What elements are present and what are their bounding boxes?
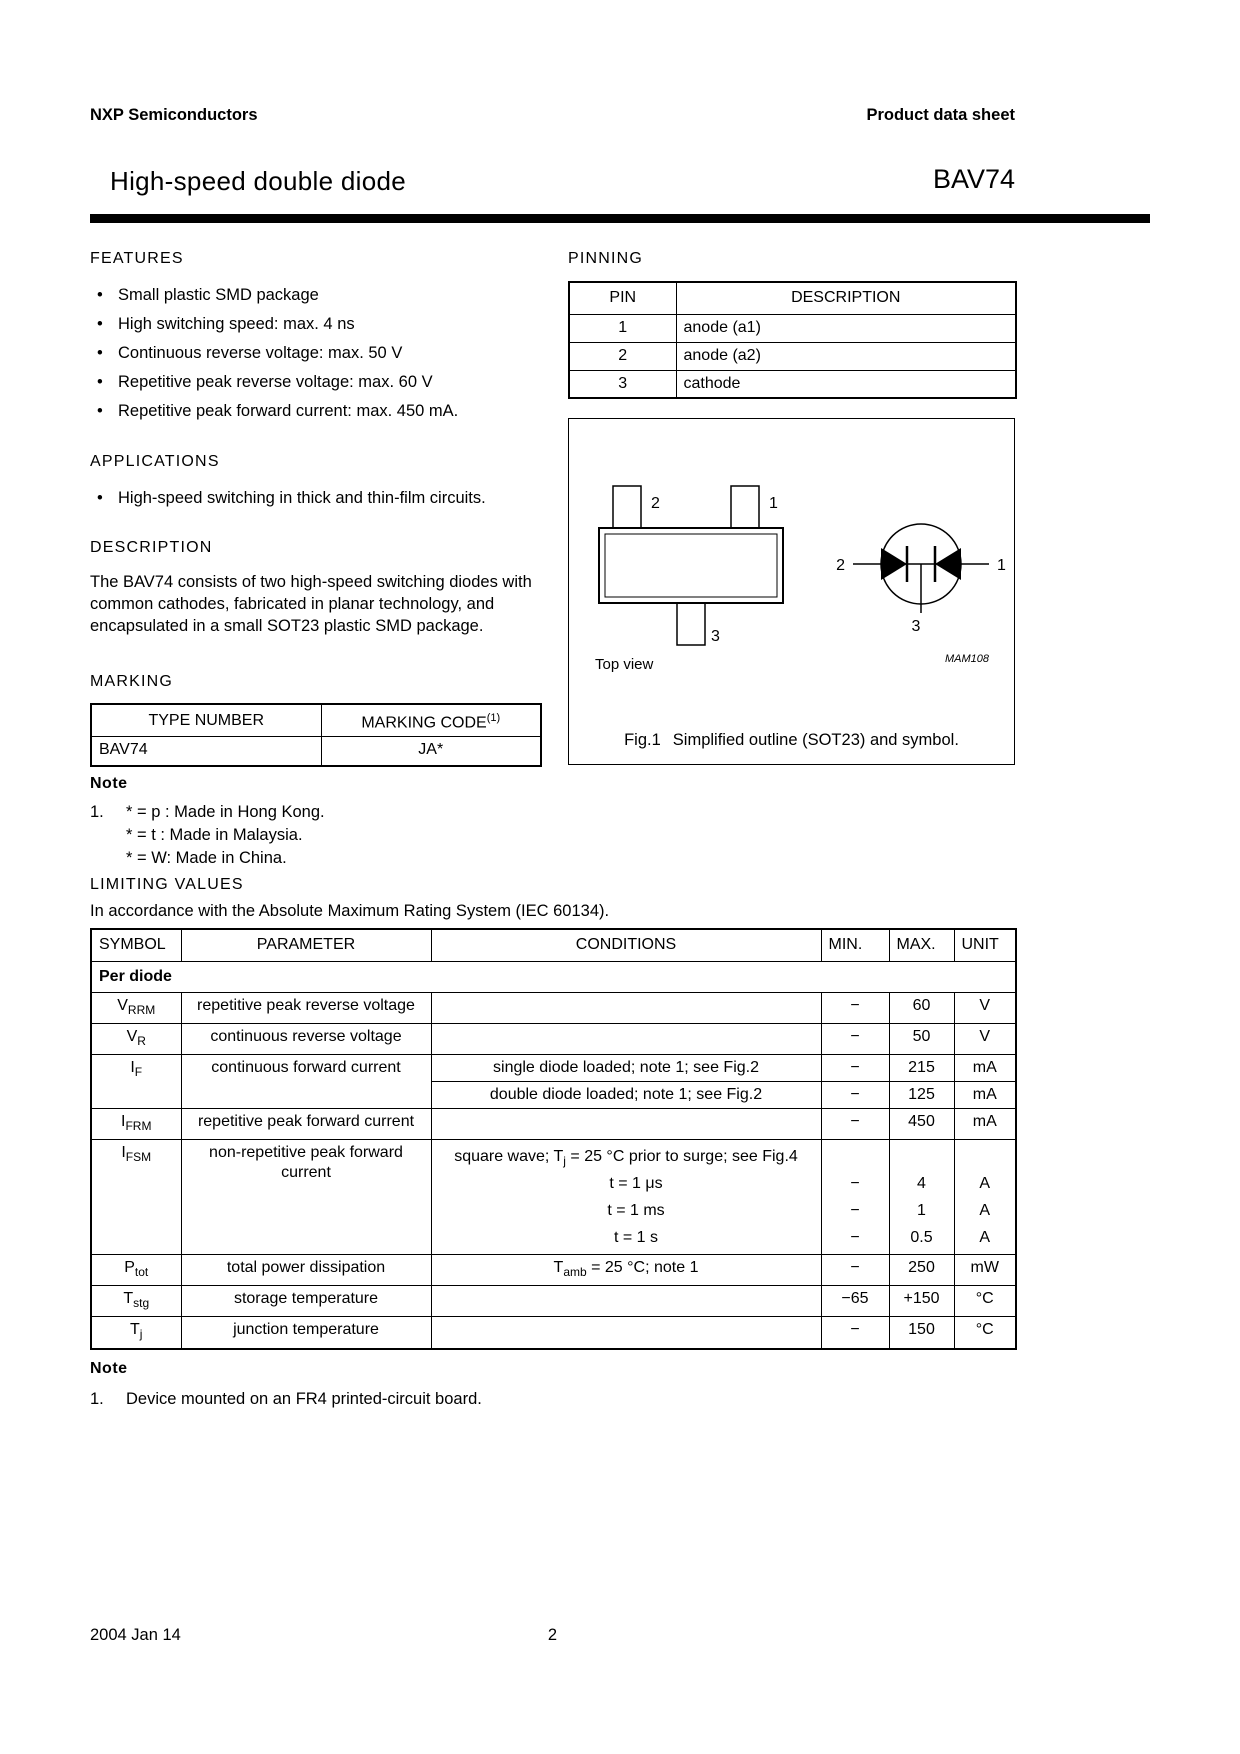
bottom-note (90, 1388, 690, 1411)
symbol-pin-label: 1 (997, 557, 1006, 574)
outline-pin-label: 2 (651, 495, 660, 512)
description-heading: DESCRIPTION (90, 539, 213, 556)
min-cell: − (821, 1255, 889, 1286)
max-cell: 50 (889, 1023, 954, 1054)
package-body-inner-outline (605, 534, 777, 597)
marking-heading: MARKING (90, 673, 174, 690)
max-line: 4 (917, 1175, 926, 1193)
marking-row (91, 737, 541, 766)
limiting-row-ptot (91, 1255, 1016, 1286)
symbol-sub: FRM (125, 1119, 152, 1134)
condition-text: square wave; T (454, 1148, 564, 1166)
max-cell: +150 (889, 1286, 954, 1317)
application-item: • High-speed switching in thick and thin-film circuits. (90, 484, 570, 513)
description-header: DESCRIPTION (676, 282, 1016, 314)
figure-box (568, 418, 1015, 765)
limiting-row-vrrm (91, 992, 1016, 1023)
symbol-base: I (121, 1144, 126, 1162)
pinning-header-row (569, 282, 1016, 314)
limiting-row-tstg (91, 1286, 1016, 1317)
limiting-row-ifsm (91, 1140, 1016, 1255)
condition-line (439, 1143, 814, 1170)
limiting-row-if (91, 1054, 1016, 1081)
condition-sub: j (563, 1154, 566, 1169)
note-lines (126, 801, 325, 870)
symbol-cell (91, 1140, 181, 1255)
note-line: * = W: Made in China. (126, 849, 287, 867)
pin-cell: 3 (569, 370, 676, 398)
symbol-sub: j (139, 1327, 143, 1342)
conditions-cell (431, 1023, 821, 1054)
doc-type-label: Product data sheet (866, 106, 1015, 124)
condition-line: t = 1 μs (609, 1175, 663, 1193)
feature-item: • Repetitive peak forward current: max. 450 mA. (90, 397, 560, 426)
marking-note-heading: Note (90, 775, 128, 792)
description-paragraph: The BAV74 consists of two high-speed switching diodes with common cathodes, fabricated in planar technology, and encapsulated in a small SOT23 plastic SMD package. (90, 573, 532, 635)
footer-page-number: 2 (547, 1626, 558, 1644)
marking-code-header (321, 704, 541, 737)
symbol-base: V (117, 996, 128, 1014)
note-number: 1. (90, 803, 104, 821)
figure-caption-text: Simplified outline (SOT23) and symbol. (672, 731, 959, 749)
symbol-cell (91, 1286, 181, 1317)
pin-header: PIN (569, 282, 676, 314)
conditions-cell (431, 1108, 821, 1139)
type-number-cell: BAV74 (91, 737, 321, 766)
max-line (897, 1143, 947, 1170)
symbol-cell (91, 1023, 181, 1054)
min-header: MIN. (821, 929, 889, 961)
symbol-pin-label: 2 (836, 557, 845, 574)
min-cell: − (821, 992, 889, 1023)
parameter-cell: continuous forward current (181, 1054, 431, 1108)
max-cell: 450 (889, 1108, 954, 1139)
page-title: High-speed double diode (110, 166, 407, 196)
top-view-label: Top view (595, 656, 654, 673)
title-rule (90, 214, 1150, 223)
parameter-cell: continuous reverse voltage (181, 1023, 431, 1054)
group-row (91, 961, 1016, 992)
diode-triangle-right (935, 548, 961, 580)
features-heading: FEATURES (90, 250, 184, 267)
symbol-base: T (130, 1321, 140, 1339)
figure-caption-label: Fig.1 (624, 731, 661, 749)
conditions-cell (431, 1255, 821, 1286)
limiting-row-vr (91, 1023, 1016, 1054)
condition-line: t = 1 s (613, 1229, 659, 1247)
pin-cell: 1 (569, 314, 676, 342)
type-number-header: TYPE NUMBER (91, 704, 321, 737)
limiting-values-table (90, 928, 1017, 1350)
unit-line: A (979, 1175, 991, 1193)
feature-item: • Small plastic SMD package (90, 281, 560, 310)
conditions-cell (431, 1140, 821, 1255)
max-header: MAX. (889, 929, 954, 961)
max-cell: 60 (889, 992, 954, 1023)
pinning-table (568, 281, 1017, 399)
pin-cell: 2 (569, 342, 676, 370)
parameter-cell: non-repetitive peak forward current (181, 1140, 431, 1255)
limiting-row-ifrm (91, 1108, 1016, 1139)
min-line: − (850, 1229, 860, 1247)
outline-pin-label: 1 (769, 495, 778, 512)
limiting-values-intro: In accordance with the Absolute Maximum Rating System (IEC 60134). (90, 902, 610, 920)
pin-description-cell: anode (a2) (676, 342, 1016, 370)
symbol-cell (91, 1108, 181, 1139)
min-cell (821, 1140, 889, 1255)
marking-code-cell: JA* (321, 737, 541, 766)
condition-sub: amb (563, 1265, 587, 1280)
symbol-base: T (123, 1290, 134, 1308)
pin-description-cell: anode (a1) (676, 314, 1016, 342)
drawing-code: MAM108 (945, 653, 990, 665)
sot23-outline-and-symbol-drawing (569, 419, 1013, 719)
unit-cell: mA (954, 1054, 1016, 1081)
max-cell: 150 (889, 1317, 954, 1349)
marking-code-header-label: MARKING CODE (361, 714, 487, 732)
min-cell: − (821, 1081, 889, 1108)
note-line: * = t : Made in Malaysia. (126, 826, 303, 844)
unit-header: UNIT (954, 929, 1016, 961)
marking-header-row (91, 704, 541, 737)
diode-triangle-left (881, 548, 907, 580)
unit-line: A (979, 1229, 991, 1247)
symbol-sub: tot (134, 1265, 149, 1280)
figure-caption (569, 731, 1014, 750)
parameter-cell: junction temperature (181, 1317, 431, 1349)
pinning-row (569, 342, 1016, 370)
symbol-base: V (126, 1027, 138, 1045)
package-lead-1 (731, 486, 759, 528)
symbol-sub: FSM (125, 1150, 152, 1165)
parameter-cell: repetitive peak forward current (181, 1108, 431, 1139)
pinning-row (569, 314, 1016, 342)
limiting-header-row (91, 929, 1016, 961)
conditions-cell: double diode loaded; note 1; see Fig.2 (431, 1081, 821, 1108)
symbol-base: I (121, 1112, 126, 1130)
condition-text: T (553, 1259, 564, 1277)
unit-cell (954, 1140, 1016, 1255)
symbol-sub: stg (133, 1296, 150, 1311)
min-cell: − (821, 1054, 889, 1081)
applications-list (90, 484, 570, 513)
pinning-row (569, 370, 1016, 398)
max-line: 1 (917, 1202, 926, 1220)
unit-line: A (979, 1202, 991, 1220)
max-cell: 215 (889, 1054, 954, 1081)
marking-table (90, 703, 542, 767)
symbol-header: SYMBOL (91, 929, 181, 961)
min-line (829, 1143, 882, 1170)
min-cell: −65 (821, 1286, 889, 1317)
max-cell (889, 1140, 954, 1255)
outline-pin-label: 3 (711, 628, 720, 645)
conditions-cell (431, 1317, 821, 1349)
features-list (90, 281, 560, 426)
max-line: 0.5 (910, 1229, 933, 1247)
part-number: BAV74 (932, 164, 1015, 194)
condition-text: = 25 °C prior to surge; see Fig.4 (565, 1148, 798, 1166)
note-line: * = p : Made in Hong Kong. (126, 803, 325, 821)
marking-note (90, 801, 560, 870)
parameter-cell: total power dissipation (181, 1255, 431, 1286)
limiting-values-heading: LIMITING VALUES (90, 876, 244, 893)
conditions-header: CONDITIONS (431, 929, 821, 961)
min-line: − (850, 1202, 860, 1220)
unit-cell: mA (954, 1108, 1016, 1139)
note-number: 1. (90, 1390, 104, 1408)
symbol-base: I (130, 1058, 135, 1076)
max-cell: 125 (889, 1081, 954, 1108)
max-cell: 250 (889, 1255, 954, 1286)
symbol-cell (91, 992, 181, 1023)
unit-cell: V (954, 992, 1016, 1023)
unit-cell: mA (954, 1081, 1016, 1108)
pin-description-cell: cathode (676, 370, 1016, 398)
parameter-header: PARAMETER (181, 929, 431, 961)
symbol-cell (91, 1054, 181, 1108)
parameter-cell: repetitive peak reverse voltage (181, 992, 431, 1023)
applications-heading: APPLICATIONS (90, 453, 220, 470)
pinning-heading: PINNING (568, 250, 644, 267)
footer-date: 2004 Jan 14 (90, 1626, 181, 1644)
parameter-cell: storage temperature (181, 1286, 431, 1317)
symbol-pin-label: 3 (911, 618, 921, 635)
conditions-cell (431, 992, 821, 1023)
min-cell: − (821, 1317, 889, 1349)
unit-cell: V (954, 1023, 1016, 1054)
symbol-sub: R (137, 1033, 146, 1048)
condition-line: t = 1 ms (607, 1202, 665, 1220)
condition-text: = 25 °C; note 1 (586, 1259, 699, 1277)
package-body-outline (599, 528, 783, 603)
vendor-name: NXP Semiconductors (90, 106, 258, 124)
limiting-row-tj (91, 1317, 1016, 1349)
feature-item: • Continuous reverse voltage: max. 50 V (90, 339, 560, 368)
symbol-cell (91, 1255, 181, 1286)
marking-code-note-ref: (1) (486, 712, 501, 724)
unit-cell: mW (954, 1255, 1016, 1286)
unit-cell: °C (954, 1286, 1016, 1317)
feature-item: • High switching speed: max. 4 ns (90, 310, 560, 339)
conditions-cell (431, 1286, 821, 1317)
package-lead-2 (613, 486, 641, 528)
bottom-note-heading: Note (90, 1360, 128, 1377)
conditions-cell: single diode loaded; note 1; see Fig.2 (431, 1054, 821, 1081)
unit-line (962, 1143, 1009, 1170)
unit-cell: °C (954, 1317, 1016, 1349)
note-text: Device mounted on an FR4 printed-circuit board. (126, 1390, 482, 1408)
symbol-sub: F (134, 1065, 143, 1080)
min-cell: − (821, 1108, 889, 1139)
symbol-cell (91, 1317, 181, 1349)
min-line: − (850, 1175, 860, 1193)
feature-item: • Repetitive peak reverse voltage: max. 60 V (90, 368, 560, 397)
symbol-base: P (124, 1259, 135, 1277)
package-lead-3 (677, 603, 705, 645)
min-cell: − (821, 1023, 889, 1054)
group-label: Per diode (91, 961, 1016, 992)
symbol-sub: RRM (127, 1002, 156, 1017)
